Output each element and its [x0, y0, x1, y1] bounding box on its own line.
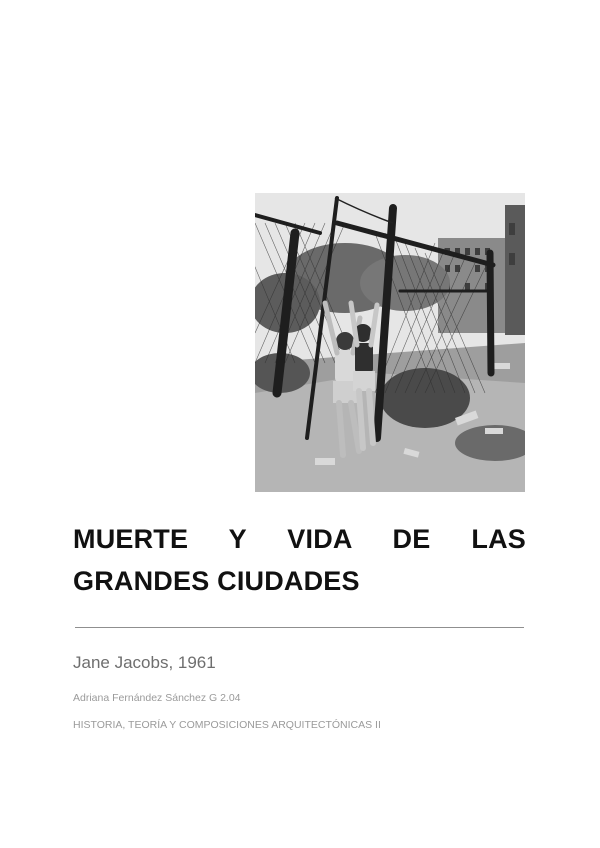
student-line: Adriana Fernández Sánchez G 2.04: [73, 692, 241, 704]
course-line: HISTORIA, TEORÍA Y COMPOSICIONES ARQUITECTÓNICAS II: [73, 719, 381, 731]
book-title: MUERTE Y VIDA DE LAS GRANDES CIUDADES: [73, 524, 526, 596]
author-line: Jane Jacobs, 1961: [73, 653, 216, 672]
divider: [75, 627, 524, 628]
cover-photo: [255, 193, 525, 492]
